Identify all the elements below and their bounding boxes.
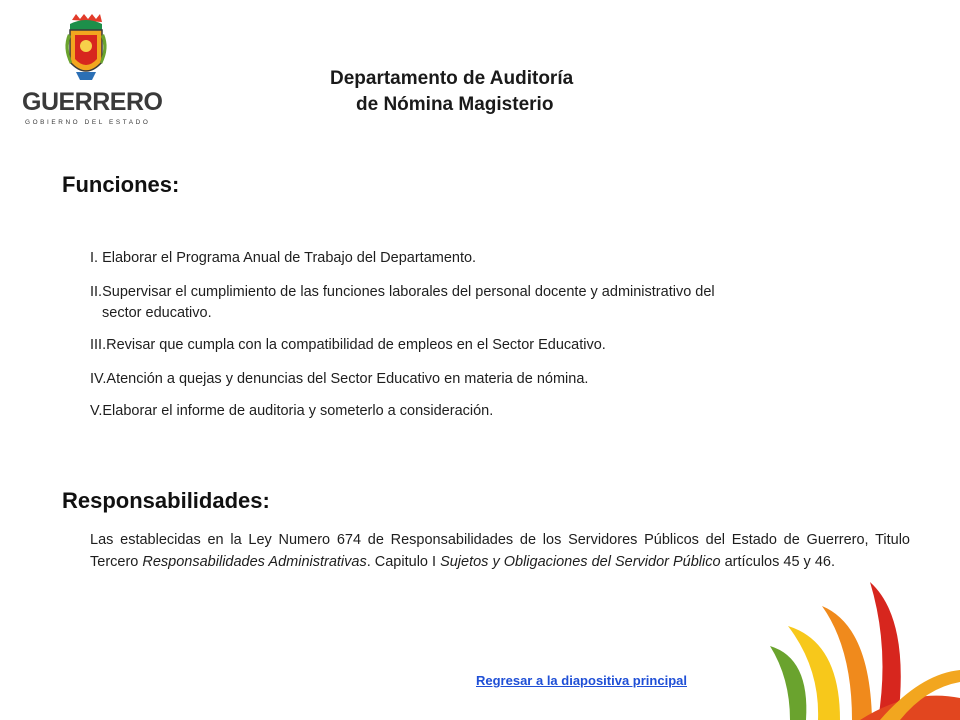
- funcion-item-3: [90, 335, 862, 356]
- funcion-item-text: I. Elaborar el Programa Anual de Trabajo del Departamento.: [90, 250, 477, 266]
- funcion-item-2: [90, 282, 862, 324]
- funcion-item-continuation: sector educativo.: [102, 305, 212, 321]
- resp-text-2: . Capitulo I: [366, 553, 441, 570]
- resp-italic-2: Sujetos y Obligaciones del Servidor Público: [440, 553, 721, 570]
- funcion-item-1: [90, 248, 862, 269]
- resp-italic-1: Responsabilidades Administrativas: [142, 553, 367, 570]
- title-line-2: de Nómina Magisterio: [356, 94, 554, 115]
- responsabilidades-heading: Responsabilidades:: [62, 488, 270, 513]
- back-to-main-slide-link[interactable]: Regresar a la diapositiva principal: [476, 673, 687, 688]
- guerrero-logo: [22, 14, 163, 126]
- funciones-heading: Funciones:: [62, 172, 180, 197]
- funcion-item-4: [90, 369, 862, 390]
- coat-of-arms-icon: [62, 14, 110, 86]
- logo-tagline: GOBIERNO DEL ESTADO: [25, 119, 151, 126]
- decorative-swoosh-icon: [760, 578, 960, 720]
- logo-wordmark: GUERRERO: [22, 88, 163, 116]
- funcion-item-text: IV.Atención a quejas y denuncias del Sector Educativo en materia de nómina.: [90, 371, 589, 387]
- resp-text-1: Las establecidas en la Ley Numero 674 de Responsabilidades de los Servidores Públicos del Estado de Guerrero, Titulo Tercero: [90, 532, 910, 570]
- funcion-item-text: V.Elaborar el informe de auditoria y someterlo a consideración.: [90, 403, 494, 419]
- funcion-item-text: II.Supervisar el cumplimiento de las funciones laborales del personal docente y administrativo del: [90, 284, 715, 300]
- title-line-1: Departamento de Auditoría: [330, 68, 574, 89]
- funcion-item-text: III.Revisar que cumpla con la compatibilidad de empleos en el Sector Educativo.: [90, 337, 606, 353]
- resp-text-3: artículos 45 y 46.: [720, 553, 835, 570]
- funcion-item-5: [90, 401, 862, 422]
- responsabilidades-paragraph: [90, 530, 910, 573]
